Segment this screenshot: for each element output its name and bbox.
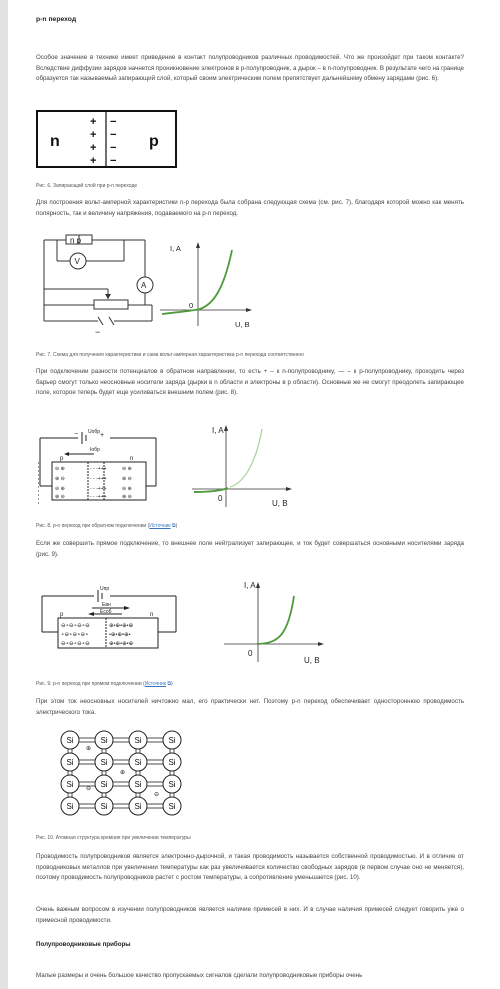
caption-fig8: Рис. 8. p-n переход при обратном подключении (Источник ⧉) bbox=[36, 523, 178, 529]
si-atom-label: Si bbox=[100, 758, 108, 767]
svg-text:⊖ ⊕: ⊖ ⊕ bbox=[55, 466, 65, 472]
si-atom-label: Si bbox=[168, 736, 176, 745]
svg-text:•⊕•⊕•⊕•: •⊕•⊕•⊕• bbox=[109, 632, 131, 638]
si-atom-label: Si bbox=[66, 758, 74, 767]
fig8-u-label: Uобр bbox=[88, 429, 101, 435]
fig6-minus: − bbox=[110, 142, 117, 154]
svg-text:⊕ ⊖: ⊕ ⊖ bbox=[122, 476, 132, 482]
fig6-p-label: p bbox=[149, 133, 159, 150]
paragraph-4: Если же совершить прямое подключение, то внешнее поле нейтрализует запирающее, и ток будет совершаться основными носителями заряда (рис. 9). bbox=[36, 540, 464, 558]
fig9-u-label: Uпр bbox=[100, 586, 110, 592]
caption-fig9: Рис. 9. p-n переход при прямом подключении (Источник ⧉) bbox=[36, 681, 173, 687]
si-atom-label: Si bbox=[66, 802, 74, 811]
fig6-minus: − bbox=[110, 116, 117, 128]
figure-9-forward-bias bbox=[36, 582, 181, 664]
svg-text:⊖∘⊖∘⊖∘⊖: ⊖∘⊖∘⊖∘⊖ bbox=[61, 641, 90, 647]
si-atom-label: Si bbox=[168, 758, 176, 767]
svg-text:- - -+++: - - -+++ bbox=[90, 486, 107, 492]
svg-text:⊖: ⊖ bbox=[86, 786, 92, 792]
section2-title: Полупроводниковые приборы bbox=[36, 941, 131, 948]
svg-text:⊖ ⊕: ⊖ ⊕ bbox=[122, 466, 132, 472]
source-link-fig8[interactable]: Источник bbox=[149, 523, 171, 529]
fig8-n-label: n bbox=[130, 456, 134, 462]
svg-text:⊖ ⊕: ⊖ ⊕ bbox=[122, 486, 132, 492]
svg-text:⊕•⊕•⊕•⊕: ⊕•⊕•⊕•⊕ bbox=[109, 641, 134, 647]
fig6-plus: + bbox=[90, 116, 97, 128]
fig9-esob-label: Eсоб bbox=[100, 609, 112, 615]
svg-text:⊕•⊕•⊕•⊕: ⊕•⊕•⊕•⊕ bbox=[109, 623, 134, 629]
svg-text:⊕: ⊕ bbox=[120, 770, 126, 776]
paragraph-7: Очень важным вопросом в изучении полупроводников является наличие примесей в них. И в случае наличия примесей следует говорить уже о примесной проводимости. bbox=[36, 906, 464, 924]
paragraph-1: Особое значение в технике имеет приведение в контакт полупроводников различных проводимостей. Что же произойдет при таком контакте? Вследствие диффузии зарядов начнется проникновение электронов в p-полупроводник, а дырок – в n-полупроводник. В результате чего на границе образуется так называемый запирающий слой, который своим электрическим полем препятствует дальнейшему обмену зарядами (рис. 6). bbox=[36, 54, 464, 82]
fig8-x-label: U, B bbox=[272, 499, 288, 508]
fig9-origin: 0 bbox=[248, 649, 253, 658]
fig7-x-label: U, B bbox=[235, 320, 250, 329]
svg-text:⊖: ⊖ bbox=[154, 792, 160, 798]
figure-7-iv-curve bbox=[148, 238, 258, 334]
external-link-icon: ⧉ bbox=[167, 681, 172, 687]
svg-text:⊖∘⊖∘⊖∘⊖: ⊖∘⊖∘⊖∘⊖ bbox=[61, 623, 90, 629]
fig7-y-label: I, A bbox=[170, 244, 181, 253]
fig9-evn-label: Eвн bbox=[102, 602, 111, 608]
svg-text:- - -+++: - - -+++ bbox=[90, 466, 107, 472]
fig9-y-label: I, A bbox=[244, 581, 256, 590]
fig9-x-label: U, B bbox=[304, 656, 320, 665]
fig7-np-label: n p bbox=[70, 236, 82, 245]
svg-text:- - -+++: - - -+++ bbox=[90, 476, 107, 482]
si-atom-label: Si bbox=[66, 780, 74, 789]
fig9-curve bbox=[258, 596, 294, 644]
source-link-fig9[interactable]: Источник bbox=[144, 681, 167, 687]
fig8-origin: 0 bbox=[218, 494, 223, 503]
fig9-p-label: p bbox=[60, 612, 64, 618]
fig7-origin: 0 bbox=[189, 301, 194, 310]
fig8-minus: − bbox=[74, 431, 79, 438]
fig7-curve bbox=[162, 250, 232, 314]
si-atom-label: Si bbox=[134, 758, 142, 767]
fig6-minus: − bbox=[110, 155, 117, 167]
fig7-minus-label: − bbox=[95, 327, 101, 337]
fig8-p-label: p bbox=[60, 456, 64, 462]
paragraph-6: Проводимость полупроводников является электронно-дырочной, и такая проводимость называется собственной проводимостью. И в отличие от проводниковых металлов при увеличении температуры как раз увеличивается количество свободных зарядов (в первом случае оно не меняется), поэтому проводимость полупроводников растет с ростом температуры, а сопротивление уменьшается (рис. 10). bbox=[36, 853, 464, 881]
caption-fig7: Рис. 7. Схема для получения характеристики и сама вольт-амперная характеристика p-n перехода соответственно bbox=[36, 352, 304, 358]
si-atom-label: Si bbox=[100, 802, 108, 811]
left-sidebar-strip bbox=[0, 0, 8, 989]
figure-9-iv-curve bbox=[218, 576, 334, 668]
fig6-plus: + bbox=[90, 129, 97, 141]
fig7-ammeter-label: A bbox=[141, 281, 147, 290]
fig6-plus: + bbox=[90, 155, 97, 167]
svg-text:∘⊖∘⊖∘⊖∘: ∘⊖∘⊖∘⊖∘ bbox=[61, 632, 89, 638]
fig6-minus: − bbox=[110, 129, 117, 141]
svg-text:- - -+++: - - -+++ bbox=[90, 494, 107, 500]
si-atom-label: Si bbox=[66, 736, 74, 745]
figure-7-circuit bbox=[40, 233, 160, 339]
svg-text:⊕ ⊖: ⊕ ⊖ bbox=[55, 494, 65, 500]
si-atom-label: Si bbox=[134, 802, 142, 811]
fig8-plus: + bbox=[100, 432, 105, 439]
fig7-voltmeter-label: V bbox=[74, 257, 80, 266]
caption-fig6: Рис. 6. Запирающий слой при p-n переходе bbox=[36, 183, 138, 189]
svg-text:⊕ ⊖: ⊕ ⊖ bbox=[122, 494, 132, 500]
paragraph-2: Для построения вольт-амперной характеристики n-p перехода была собрана следующая схема (см. рис. 7), благодаря которой можно как менять полярность, так и величину напряжения, подаваемого на p-n переход. bbox=[36, 199, 464, 217]
si-atom-label: Si bbox=[100, 780, 108, 789]
paragraph-3: При подключении разности потенциалов в обратном направлении, то есть + – к n-полупроводнику, — – к p-полупроводнику, проходить через барьер смогут только неосновные носители заряда (дырки в n области и электроны в p области). Основные же не смогут преодолеть запирающее поле, которое теперь будет еще усиливаться внешним полем (рис. 8). bbox=[36, 368, 464, 396]
figure-10-silicon-lattice bbox=[56, 728, 196, 820]
svg-text:⊖ ⊕: ⊖ ⊕ bbox=[55, 486, 65, 492]
svg-text:⊕: ⊕ bbox=[86, 746, 92, 752]
fig8-y-label: I, A bbox=[212, 426, 224, 435]
figure-8-reverse-bias bbox=[38, 424, 160, 516]
si-atom-label: Si bbox=[134, 780, 142, 789]
svg-text:⊕ ⊖: ⊕ ⊖ bbox=[55, 476, 65, 482]
fig6-plus: + bbox=[90, 142, 97, 154]
section-title: p-n переход bbox=[36, 16, 77, 23]
external-link-icon: ⧉ bbox=[172, 523, 176, 529]
figure-8-iv-curve bbox=[186, 421, 302, 513]
si-atom-label: Si bbox=[168, 780, 176, 789]
figure-6-depletion-layer bbox=[36, 110, 177, 168]
fig6-n-label: n bbox=[50, 133, 60, 150]
si-atom-label: Si bbox=[134, 736, 142, 745]
paragraph-5: При этом ток неосновных носителей ничтожно мал, его практически нет. Поэтому p-n переход обеспечивает одностороннюю проводимость электрического тока. bbox=[36, 698, 464, 716]
fig9-n-label: n bbox=[150, 612, 154, 618]
caption-fig10: Рис. 10. Атомная структура кремния при увеличении температуры bbox=[36, 835, 191, 841]
si-atom-label: Si bbox=[100, 736, 108, 745]
si-atom-label: Si bbox=[168, 802, 176, 811]
fig8-i-label: Iобр bbox=[90, 447, 100, 453]
paragraph-8: Малые размеры и очень большое качество пропускаемых сигналов сделали полупроводниковые приборы очень bbox=[36, 972, 363, 979]
